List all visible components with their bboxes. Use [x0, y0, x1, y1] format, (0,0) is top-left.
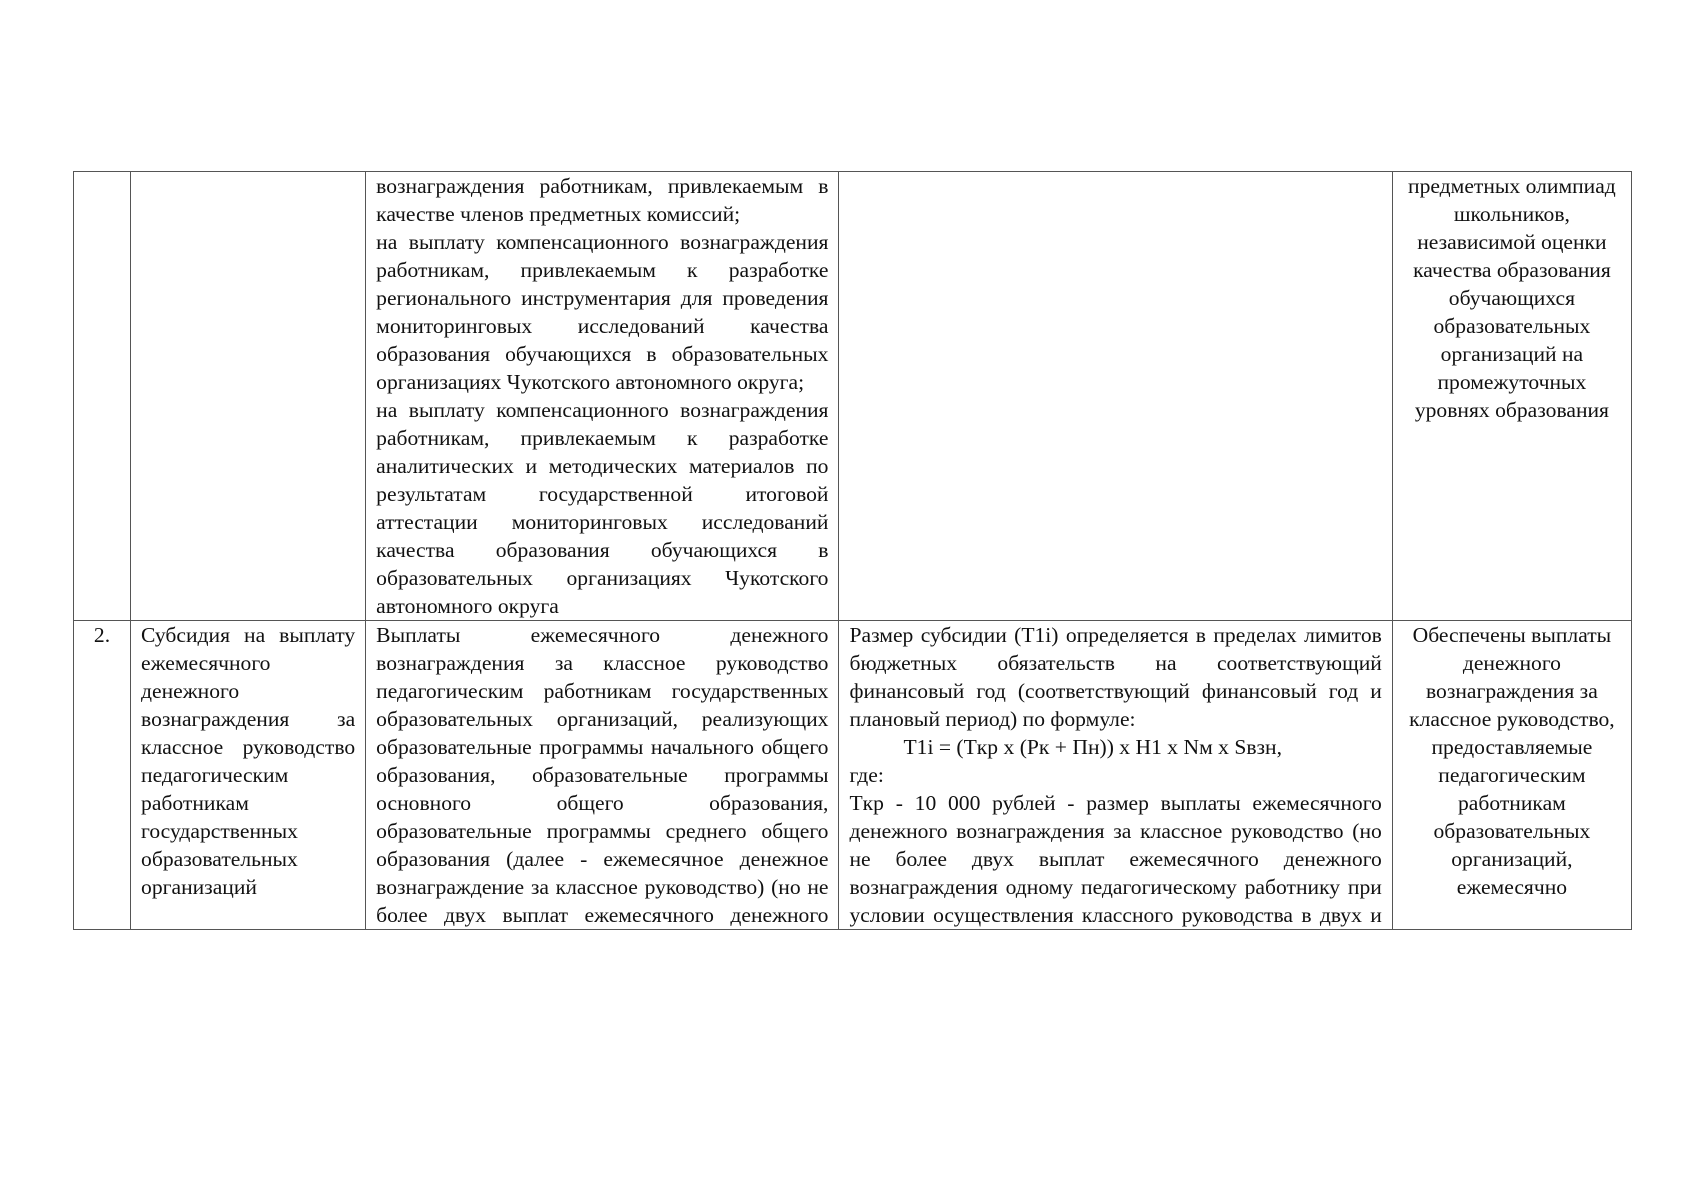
directions-paragraph: Выплаты ежемесячного денежного вознаграждения за классное руководство педагогическим работникам государственных образовательных организаций, реализующих образовательные программы начального общего образования, образовательные программы основного общего образования, образовательные программы среднего общего образования (далее - ежемесячное денежное вознаграждение за классное руководство) (но не более двух выплат ежемесячного денежного: [376, 623, 829, 927]
directions-paragraph: на выплату компенсационного вознаграждения работникам, привлекаемым к разработке регионального инструментария для проведения мониторинговых исследований качества образования обучающихся в образовательных организациях Чукотского автономного округа;: [376, 230, 829, 394]
subsidy-name-cell: [131, 621, 366, 930]
table-row: [74, 621, 1632, 930]
subsidy-name-text: Субсидия на выплату ежемесячного денежного вознаграждения за классное руководство педагогическим работникам государственных образовательных организаций: [141, 623, 356, 899]
subsidy-table: [73, 171, 1632, 930]
result-text: Обеспечены выплаты денежного вознаграждения за классное руководство, предоставляемые педагогическим работникам образовательных организаций, ежемесячно: [1409, 623, 1615, 899]
formula-where: где:: [849, 763, 884, 787]
result-cell: предметных олимпиад школьников, независимой оценки качества образования обучающихся образовательных организаций на промежуточных уровнях образования: [1392, 172, 1631, 621]
result-cell: [1392, 621, 1631, 930]
directions-cell: [366, 621, 839, 930]
directions-paragraph: вознаграждения работникам, привлекаемым в качестве членов предметных комиссий;: [376, 174, 829, 226]
formula-expression: T1i = (Tкр x (Pк + Пн)) x H1 x Nм x Sвзн,: [903, 735, 1283, 759]
table-row: [74, 172, 1632, 621]
directions-paragraph: на выплату компенсационного вознаграждения работникам, привлекаемым к разработке аналитических и методических материалов по результатам государственной итоговой аттестации мониторинговых исследований качества образования обучающихся в образовательных организациях Чукотского автономного округа: [376, 398, 829, 618]
row-number-cell: 2.: [74, 621, 131, 930]
formula-intro: Размер субсидии (T1i) определяется в пределах лимитов бюджетных обязательств на соответствующий финансовый год (соответствующий финансовый год и плановый период) по формуле:: [849, 623, 1382, 731]
formula-description: Tкр - 10 000 рублей - размер выплаты ежемесячного денежного вознаграждения за классное руководство (но не более двух выплат ежемесячного денежного вознаграждения одному педагогическому работнику при условии осуществления классного руководства в двух и: [849, 791, 1382, 927]
formula-cell: [839, 172, 1392, 621]
row-number-cell: [74, 172, 131, 621]
formula-cell: [839, 621, 1392, 930]
subsidy-name-cell: [131, 172, 366, 621]
directions-cell: [366, 172, 839, 621]
